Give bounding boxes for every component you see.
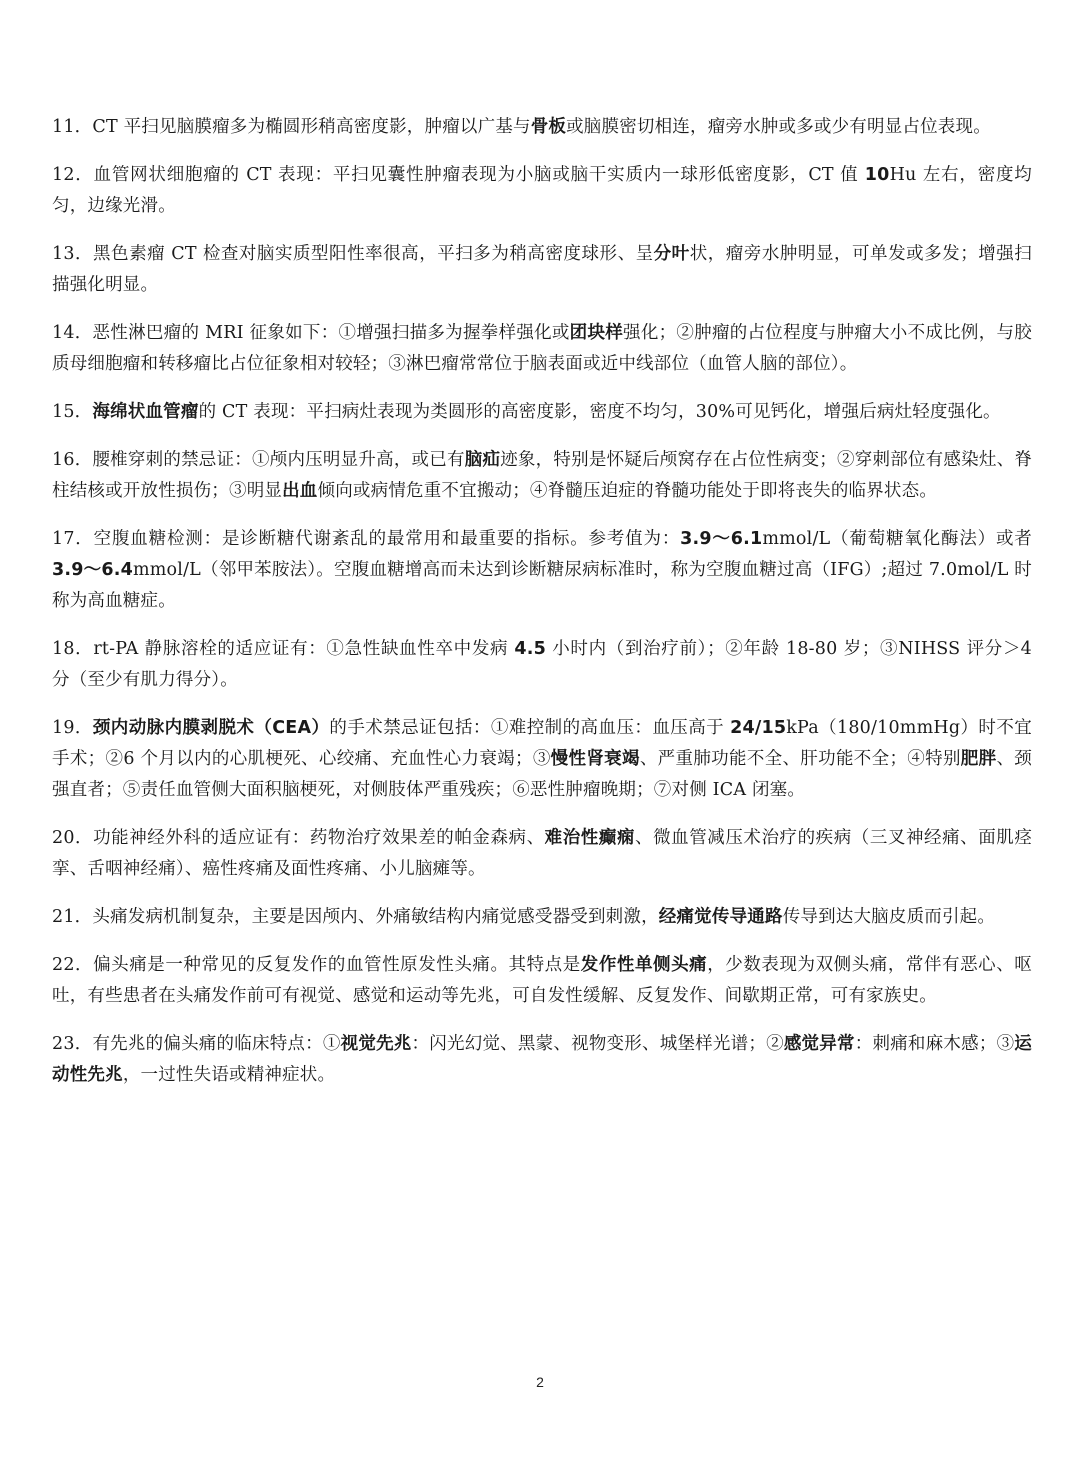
- bold-term: 24/15: [730, 718, 787, 738]
- item-text: 功能神经外科的适应证有：药物治疗效果差的帕金森病、: [93, 828, 545, 848]
- item-text: rt-PA 静脉溶栓的适应证有：①急性缺血性卒中发病: [93, 639, 515, 659]
- item-text: 黑色素瘤 CT 检查对脑实质型阳性率很高，平扫多为稍高密度球形、呈: [93, 244, 654, 264]
- list-item: [52, 445, 1032, 507]
- item-text: Hu 左右，密度均匀，边缘光滑。: [52, 165, 1032, 216]
- item-text: 的手术禁忌证包括：①难控制的高血压：血压高于: [329, 718, 731, 738]
- item-text: 迹象，特别是怀疑后颅窝存在占位性病变；②穿刺部位有感染灶、脊柱结核或开放性损伤；③明显: [52, 450, 1033, 501]
- list-item: [52, 823, 1032, 885]
- item-text: 、微血管减压术治疗的疾病（三叉神经痛、面肌痉挛、舌咽神经痛）、癌性疼痛及面性疼痛、小儿脑瘫等。: [52, 828, 1033, 879]
- list-item: [52, 397, 1032, 428]
- page-number: 2: [536, 1374, 544, 1390]
- bold-term: 运动性先兆: [52, 1034, 1032, 1085]
- item-text: 或脑膜密切相连，瘤旁水肿或多或少有明显占位表现。: [566, 117, 991, 137]
- list-item: [52, 1029, 1032, 1091]
- bold-term: 颈内动脉内膜剥脱术（CEA）: [92, 718, 330, 738]
- item-text: 小时内（到治疗前）；②年龄 18-80 岁；③NIHSS 评分＞4 分（至少有肌力得分）。: [52, 639, 1032, 690]
- item-number: 20．: [52, 828, 94, 848]
- item-number: 22．: [52, 955, 94, 975]
- item-text: 空腹血糖检测：是诊断糖代谢紊乱的最常用和最重要的指标。参考值为：: [93, 529, 681, 549]
- item-text: ：闪光幻觉、黑蒙、视物变形、城堡样光谱；②: [411, 1034, 784, 1054]
- bold-term: 4.5: [514, 639, 547, 659]
- list-item: [52, 318, 1032, 380]
- bold-term: 骨板: [530, 117, 567, 137]
- list-item: [52, 634, 1032, 696]
- list-item: [52, 160, 1032, 222]
- bold-term: 10: [864, 165, 890, 185]
- item-text: 状，瘤旁水肿明显，可单发或多发；增强扫描强化明显。: [52, 244, 1032, 295]
- item-number: 19．: [52, 718, 93, 738]
- bold-term: 肥胖: [960, 749, 997, 769]
- item-text: 偏头痛是一种常见的反复发作的血管性原发性头痛。其特点是: [93, 955, 581, 975]
- item-text: 、严重肺功能不全、肝功能不全；④特别: [639, 749, 961, 769]
- bold-term: 慢性肾衰竭: [550, 749, 640, 769]
- item-number: 11．: [52, 117, 93, 137]
- item-text: 头痛发病机制复杂，主要是因颅内、外痛敏结构内痛觉感受器受到刺激，: [92, 907, 659, 927]
- document-body: [52, 112, 1032, 1108]
- item-text: mmol/L（葡萄糖氧化酶法）或者: [762, 529, 1033, 549]
- bold-term: 3.9～6.1: [680, 529, 763, 549]
- item-text: mmol/L（邻甲苯胺法）。空腹血糖增高而未达到诊断糖尿病标准时，称为空腹血糖过高（IFG）;超过 7.0mol/L 时称为高血糖症。: [52, 560, 1033, 611]
- list-item: [52, 112, 1032, 143]
- item-text: 倾向或病情危重不宜搬动；④脊髓压迫症的脊髓功能处于即将丧失的临界状态。: [317, 481, 938, 501]
- item-text: ，一过性失语或精神症状。: [122, 1065, 336, 1085]
- bold-term: 出血: [282, 481, 318, 501]
- bold-term: 3.9～6.4: [52, 560, 133, 580]
- item-number: 17．: [52, 529, 94, 549]
- item-text: 恶性淋巴瘤的 MRI 征象如下：①增强扫描多为握拳样强化或: [92, 323, 570, 343]
- item-text: 有先兆的偏头痛的临床特点：①: [92, 1034, 341, 1054]
- item-number: 23．: [52, 1034, 93, 1054]
- item-number: 15．: [52, 402, 93, 422]
- item-text: 传导到达大脑皮质而引起。: [782, 907, 996, 927]
- item-text: ，少数表现为双侧头痛，常伴有恶心、呕吐，有些患者在头痛发作前可有视觉、感觉和运动等先兆，可自发性缓解、反复发作、间歇期正常，可有家族史。: [52, 955, 1032, 1006]
- item-number: 16．: [52, 450, 93, 470]
- item-number: 21．: [52, 907, 93, 927]
- bold-term: 团块样: [569, 323, 624, 343]
- item-number: 18．: [52, 639, 94, 659]
- bold-term: 视觉先兆: [340, 1034, 412, 1054]
- list-item: [52, 713, 1032, 806]
- item-number: 14．: [52, 323, 93, 343]
- item-text: CT 平扫见脑膜瘤多为椭圆形稍高密度影，肿瘤以广基与: [92, 117, 531, 137]
- list-item: [52, 239, 1032, 301]
- item-number: 12．: [52, 165, 94, 185]
- bold-term: 脑疝: [464, 450, 501, 470]
- item-number: 13．: [52, 244, 94, 264]
- bold-term: 难治性癫痫: [544, 828, 635, 848]
- item-text: ：刺痛和麻木感；③: [854, 1034, 1015, 1054]
- bold-term: 经痛觉传导通路: [658, 907, 783, 927]
- item-text: 血管网状细胞瘤的 CT 表现：平扫见囊性肿瘤表现为小脑或脑干实质内一球形低密度影，CT 值: [93, 165, 865, 185]
- item-text: 腰椎穿刺的禁忌证：①颅内压明显升高，或已有: [92, 450, 465, 470]
- list-item: [52, 950, 1032, 1012]
- bold-term: 发作性单侧头痛: [580, 955, 708, 975]
- item-text: 强化；②肿瘤的占位程度与肿瘤大小不成比例，与胶质母细胞瘤和转移瘤比占位征象相对较轻；③淋巴瘤常常位于脑表面或近中线部位（血管人脑的部位）。: [52, 323, 1032, 374]
- item-text: kPa（180/10mmHg）时不宜手术；②6 个月以内的心肌梗死、心绞痛、充血性心力衰竭；③: [52, 718, 1032, 769]
- bold-term: 感觉异常: [783, 1034, 855, 1054]
- list-item: [52, 524, 1032, 617]
- list-item: [52, 902, 1032, 933]
- bold-term: 海绵状血管瘤: [92, 402, 199, 422]
- item-text: 、颈强直者；⑤责任血管侧大面积脑梗死，对侧肢体严重残疾；⑥恶性肿瘤晚期；⑦对侧 ICA 闭塞。: [52, 749, 1032, 800]
- item-text: 的 CT 表现：平扫病灶表现为类圆形的高密度影，密度不均匀，30%可见钙化，增强后病灶轻度强化。: [198, 402, 1001, 422]
- bold-term: 分叶: [653, 244, 690, 264]
